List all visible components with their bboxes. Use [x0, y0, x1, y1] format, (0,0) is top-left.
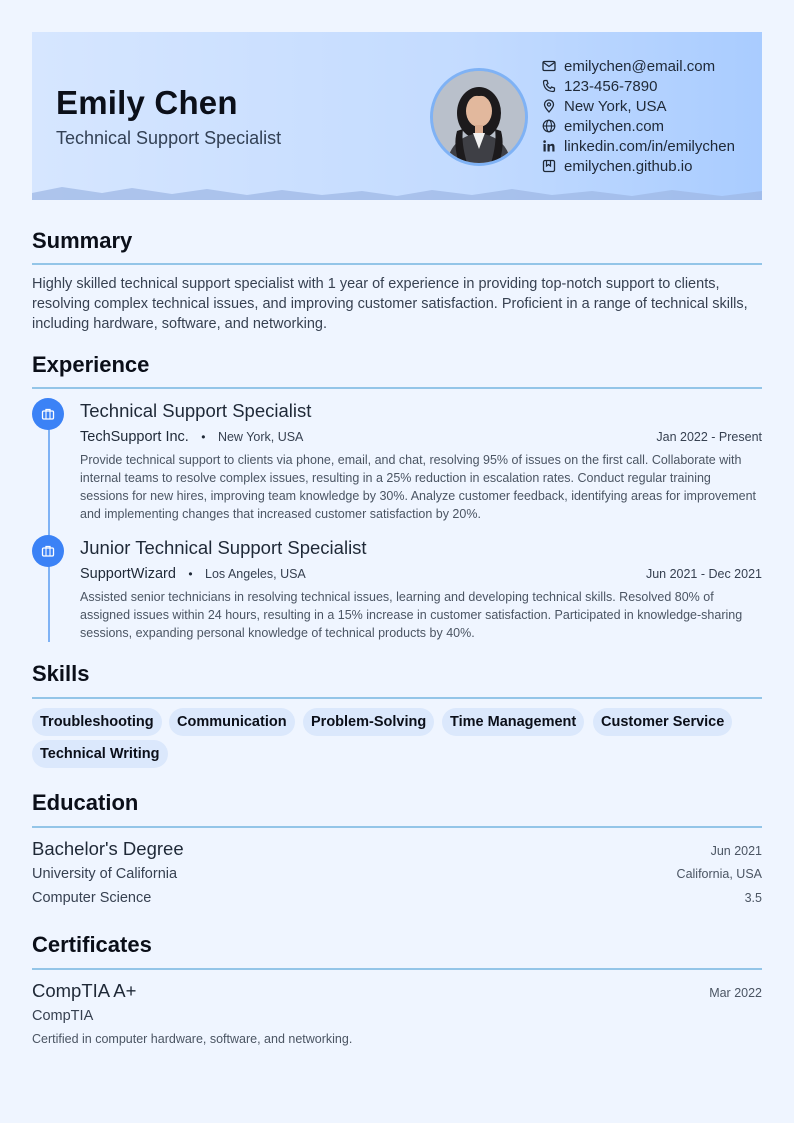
- phone-icon: [542, 79, 556, 93]
- education-field-row: [32, 890, 762, 906]
- job-location: Los Angeles, USA: [205, 567, 306, 581]
- skill-chip: Customer Service: [593, 708, 732, 736]
- contact-portfolio-text: emilychen.github.io: [564, 157, 693, 175]
- education-field: Computer Science: [32, 890, 152, 906]
- contact-email-text: emilychen@email.com: [564, 57, 716, 75]
- summary-heading: Summary: [32, 228, 133, 253]
- summary-divider: [32, 263, 762, 265]
- education-date: Jun 2021: [710, 844, 762, 858]
- certificate-description-row: [32, 1032, 762, 1046]
- candidate-role: Technical Support Specialist: [56, 128, 282, 148]
- briefcase-icon: [41, 407, 55, 421]
- resume-header: [32, 32, 762, 200]
- meta-separator: •: [201, 430, 206, 444]
- certificate-issuer: CompTIA: [32, 1008, 94, 1024]
- certificates-divider: [32, 968, 762, 970]
- profile-photo-illustration: [433, 71, 525, 163]
- job-dates: Jan 2022 - Present: [656, 430, 762, 444]
- education-location: California, USA: [676, 867, 762, 881]
- certificate-description: Certified in computer hardware, software, and networking.: [32, 1032, 353, 1046]
- experience-timeline: [48, 418, 50, 642]
- education-school-row: [32, 866, 762, 882]
- job-meta: [80, 565, 762, 583]
- job-location: New York, USA: [217, 430, 304, 444]
- job-description: Assisted senior technicians in resolving technical issues, learning and developing technical skills. Resolved 80% of assigned issues within 24 hours, resulting in a 15% increase in customer satisfaction. Participated in knowledge-sharing sessions, expanding personal knowledge of technical products by 40%.: [80, 590, 743, 640]
- skill-chip: Communication: [169, 708, 295, 736]
- contact-linkedin[interactable]: [542, 136, 735, 156]
- certificate-date: Mar 2022: [709, 986, 762, 1000]
- education-divider: [32, 826, 762, 828]
- linkedin-icon: [542, 139, 556, 153]
- resume-page: [32, 32, 762, 1046]
- skill-chip: Time Management: [442, 708, 584, 736]
- job-meta: [80, 428, 762, 446]
- education-degree: Bachelor's Degree: [32, 838, 184, 859]
- contact-phone[interactable]: [542, 76, 735, 96]
- job-company: TechSupport Inc.: [80, 429, 189, 445]
- certificates-heading: Certificates: [32, 932, 152, 957]
- education-gpa: 3.5: [744, 891, 762, 905]
- briefcase-icon: [41, 544, 55, 558]
- location-pin-icon: [542, 99, 556, 113]
- skill-chip: Problem-Solving: [303, 708, 434, 736]
- job-dates: Jun 2021 - Dec 2021: [645, 567, 762, 581]
- contact-email[interactable]: [542, 56, 735, 76]
- education-heading: Education: [32, 790, 139, 815]
- contact-website-text: emilychen.com: [564, 117, 665, 135]
- profile-photo: [430, 68, 528, 166]
- job-company: SupportWizard: [80, 566, 176, 582]
- job-title: Technical Support Specialist: [80, 400, 312, 421]
- skill-chip: Troubleshooting: [32, 708, 162, 736]
- job-marker-1: [32, 398, 64, 430]
- skills-heading: Skills: [32, 661, 90, 686]
- header-wave-decoration: [32, 184, 762, 200]
- portfolio-icon: [542, 159, 556, 173]
- globe-icon: [542, 119, 556, 133]
- skills-divider: [32, 697, 762, 699]
- job-description: Provide technical support to clients via phone, email, and chat, resolving 95% of issues on the first call. Collaborate with internal teams to resolve complex issues, resulting in a 25% reduction in escalation rates. Conduct regular training sessions for new hires, improving team knowledge by 30%. Analyze customer feedback, identifying areas for improvement and implementing changes that increased customer satisfaction by 20%.: [80, 453, 757, 521]
- education-school: University of California: [32, 866, 178, 882]
- contact-linkedin-text: linkedin.com/in/emilychen: [564, 137, 735, 155]
- experience-divider: [32, 387, 762, 389]
- certificate-title-row: [32, 980, 762, 1002]
- skill-chip: Technical Writing: [32, 740, 168, 768]
- meta-separator: •: [188, 567, 193, 581]
- contact-location-text: New York, USA: [564, 97, 667, 115]
- contact-phone-text: 123-456-7890: [564, 77, 658, 95]
- certificate-issuer-row: [32, 1008, 762, 1024]
- certificate-name: CompTIA A+: [32, 980, 137, 1001]
- candidate-name: Emily Chen: [56, 84, 238, 121]
- experience-heading: Experience: [32, 352, 150, 377]
- contact-location: [542, 96, 735, 116]
- contact-website[interactable]: [542, 116, 735, 136]
- summary-text: Highly skilled technical support specialist with 1 year of experience in providing top-notch support to clients, resolving complex technical issues, and improving customer satisfaction. Proficient in a range of technical skills, including hardware, software, and networking.: [32, 276, 748, 332]
- contact-portfolio[interactable]: [542, 156, 735, 176]
- contact-list: [542, 56, 735, 176]
- education-degree-row: [32, 838, 762, 860]
- mail-icon: [542, 59, 556, 73]
- job-title: Junior Technical Support Specialist: [80, 537, 367, 558]
- job-marker-2: [32, 535, 64, 567]
